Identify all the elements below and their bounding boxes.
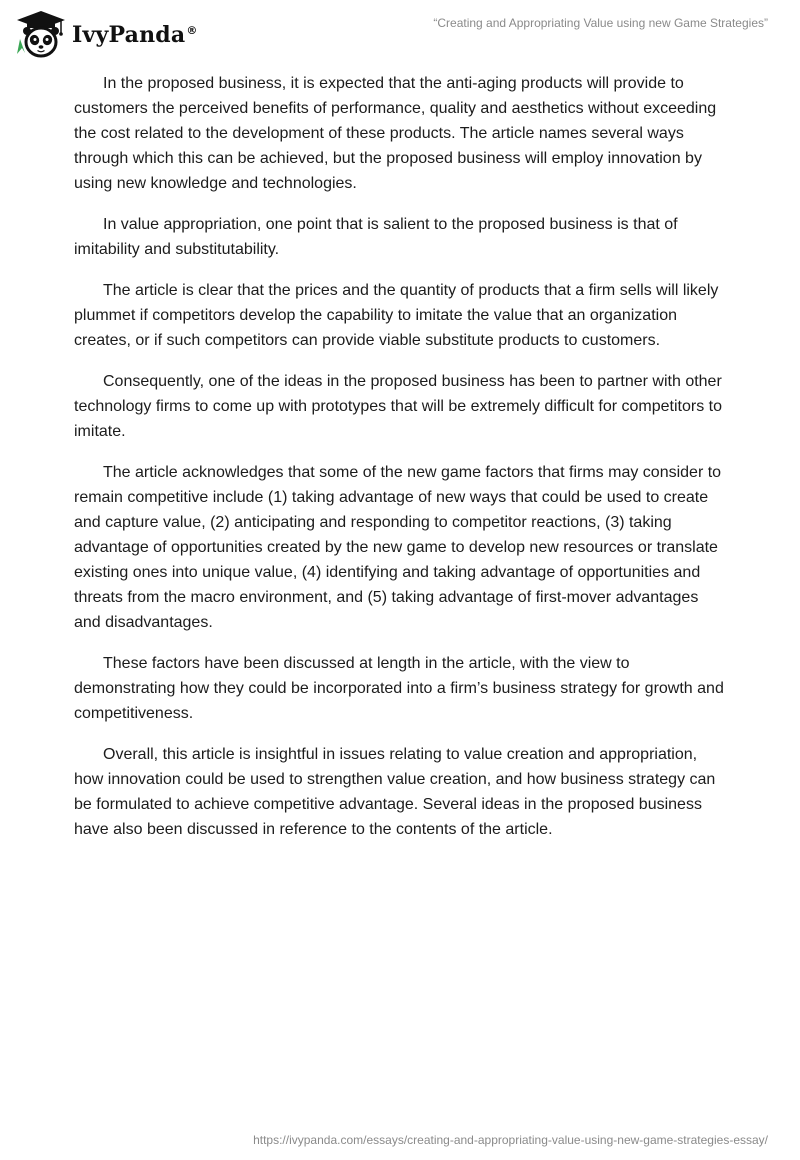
document-title: “Creating and Appropriating Value using new Game Strategies”: [433, 16, 768, 30]
brand-logo[interactable]: [14, 9, 198, 59]
paragraph: The article is clear that the prices and the quantity of products that a firm sells will likely plummet if competitors develop the capability to imitate the value that an organization creates, or if such competitors can provide viable substitute products to customers.: [74, 282, 719, 349]
panda-logo-icon: [14, 9, 68, 59]
paragraph: Overall, this article is insightful in issues relating to value creation and appropriation, how innovation could be used to strengthen value creation, and how business strategy can be formulated to achieve competitive advantage. Several ideas in the proposed business have also been discussed in reference to the contents of the article.: [74, 746, 716, 838]
registered-mark: ®: [186, 23, 198, 37]
brand-name: IvyPanda®: [72, 22, 198, 48]
source-url[interactable]: https://ivypanda.com/essays/creating-and-appropriating-value-using-new-game-strategies-essay/: [253, 1133, 768, 1147]
paragraph: These factors have been discussed at length in the article, with the view to demonstrating how they could be incorporated into a firm’s business strategy for growth and competitiveness.: [74, 655, 724, 722]
paragraph: The article acknowledges that some of the new game factors that firms may consider to remain competitive include (1) taking advantage of new ways that could be used to create and capture value, (2) anticipating and responding to competitor reactions, (3) taking advantage of opportunities created by the new game to develop new resources or translate existing ones into unique value, (4) identifying and taking advantage of opportunities and threats from the macro environment, and (5) taking advantage of first-mover advantages and disadvantages.: [74, 464, 722, 631]
paragraph: In value appropriation, one point that is salient to the proposed business is that of imitability and substitutability.: [74, 216, 678, 258]
page-header: [0, 0, 800, 60]
essay-body: [74, 71, 726, 858]
paragraph: Consequently, one of the ideas in the proposed business has been to partner with other technology firms to come up with prototypes that will be extremely difficult for competitors to imitate.: [74, 373, 722, 440]
paragraph: In the proposed business, it is expected that the anti-aging products will provide to customers the perceived benefits of performance, quality and aesthetics without exceeding the cost related to the development of these products. The article names several ways through which this can be achieved, but the proposed business will employ innovation by using new knowledge and technologies.: [74, 75, 717, 192]
